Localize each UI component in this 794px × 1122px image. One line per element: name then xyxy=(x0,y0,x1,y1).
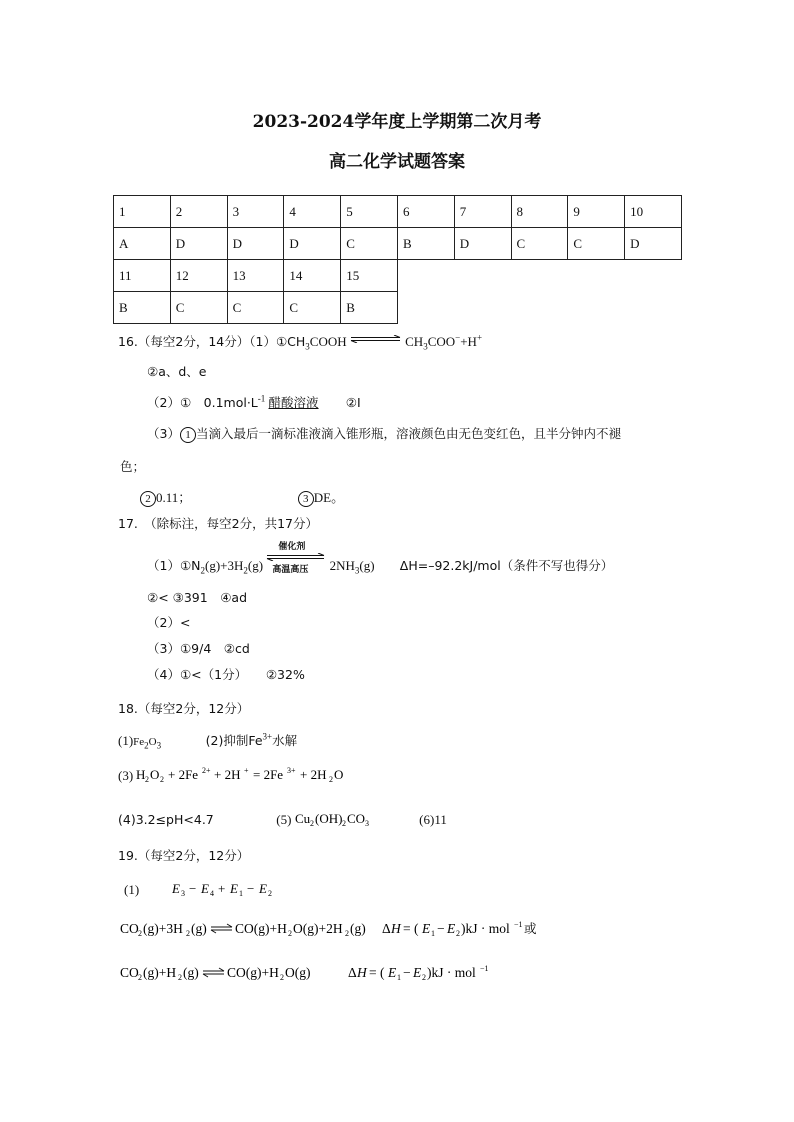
table-cell: 8 xyxy=(511,196,568,228)
table-cell: 1 xyxy=(114,196,171,228)
svg-text:)kJ · mol: )kJ · mol xyxy=(427,965,476,980)
svg-text:4: 4 xyxy=(210,889,215,898)
svg-text:(OH): (OH) xyxy=(314,811,343,826)
q19-line-1: (1) E 3 − E 4 + E 1 − E 2 xyxy=(124,880,282,898)
table-cell: 10 xyxy=(625,196,682,228)
svg-text:1: 1 xyxy=(397,973,401,982)
svg-text:2: 2 xyxy=(178,973,182,982)
page-subtitle: 高二化学试题答案 xyxy=(329,152,465,172)
table-cell: B xyxy=(341,292,398,324)
table-cell: B xyxy=(114,292,171,324)
table-cell: A xyxy=(114,228,171,260)
svg-text:O: O xyxy=(150,767,160,782)
equation-h2o2-fe xyxy=(136,766,366,784)
svg-text:2: 2 xyxy=(309,819,314,828)
svg-text:E: E xyxy=(230,881,239,896)
q16-line-4: （3） 1 当滴入最后一滴标准液滴入锥形瓶，溶液颜色由无色变红色，且半分钟内不褪 xyxy=(147,426,621,441)
svg-text:−1: −1 xyxy=(480,964,489,973)
svg-text:CO(g)+H: CO(g)+H xyxy=(235,921,287,936)
q17-line-3: （2）< xyxy=(147,615,191,630)
circled-one-icon: 1 xyxy=(180,427,196,443)
answer-table-1 xyxy=(113,195,682,260)
table-row-numbers xyxy=(114,260,398,292)
svg-text:(g)+3H: (g)+3H xyxy=(143,921,183,936)
q18-line-2: (3) H 2 O 2 + 2Fe 2+ + 2H + = 2Fe 3+ + 2H 2 O xyxy=(118,766,366,784)
table-cell: 13 xyxy=(227,260,284,292)
reaction-arrow: 催化剂 高温高压 xyxy=(266,556,326,570)
svg-text:H: H xyxy=(357,965,367,980)
page-title: 2023-2024学年度上学期第二次月考 xyxy=(252,112,542,132)
svg-text:2: 2 xyxy=(456,929,460,938)
table-cell: D xyxy=(284,228,341,260)
svg-text:−: − xyxy=(247,881,255,896)
table-cell: 11 xyxy=(114,260,171,292)
q18-line-3: (4)3.2≤pH<4.7 (5) Cu 2 (OH) 2 CO 3 (6)11 xyxy=(118,811,447,828)
svg-text:= (: = ( xyxy=(403,921,419,936)
svg-text:= (: = ( xyxy=(369,965,385,980)
svg-text:(g): (g) xyxy=(350,921,366,936)
svg-text:2: 2 xyxy=(138,973,142,982)
table-cell: D xyxy=(625,228,682,260)
table-cell: C xyxy=(511,228,568,260)
svg-text:+: + xyxy=(218,881,226,896)
svg-text:−: − xyxy=(189,881,197,896)
answer-table-2 xyxy=(113,259,398,324)
svg-text:2: 2 xyxy=(268,889,273,898)
table-cell: D xyxy=(170,228,227,260)
circled-two-icon: 2 xyxy=(140,491,156,507)
svg-text:2: 2 xyxy=(329,775,334,784)
equation-co2-3h2 xyxy=(120,918,600,940)
svg-text:E: E xyxy=(259,881,268,896)
q17-header: 17. （除标注，每空2分，共17分） xyxy=(118,516,318,531)
table-cell: D xyxy=(454,228,511,260)
svg-text:E: E xyxy=(201,881,210,896)
svg-text:O: O xyxy=(334,767,344,782)
svg-text:3: 3 xyxy=(181,889,186,898)
svg-text:CO: CO xyxy=(120,965,139,980)
svg-text:CO: CO xyxy=(120,921,139,936)
svg-text:2: 2 xyxy=(422,973,426,982)
svg-text:E: E xyxy=(413,965,422,980)
svg-text:2: 2 xyxy=(145,775,150,784)
equilibrium-arrow-icon xyxy=(350,335,402,343)
svg-text:2: 2 xyxy=(138,929,142,938)
svg-text:3: 3 xyxy=(364,819,369,828)
table-cell: 14 xyxy=(284,260,341,292)
q16-line-1: 16.（每空2分，14分）$(1)①CH_3COOH$ $CH_3COO^-+H^+$ xyxy=(118,332,483,352)
table-row-answers xyxy=(114,292,398,324)
q16-line-3: （2）① $0.1mol\cdot L^{-1}$ 醋酸溶液 ②I xyxy=(147,393,361,410)
svg-text:(g): (g) xyxy=(183,965,199,980)
svg-text:O(g): O(g) xyxy=(285,965,311,980)
table-cell: C xyxy=(284,292,341,324)
svg-text:H: H xyxy=(136,767,146,782)
q16-line-5: 色； xyxy=(120,459,146,474)
reversible-arrow-icon xyxy=(266,553,326,561)
circled-three-icon: 3 xyxy=(298,491,314,507)
svg-text:1: 1 xyxy=(239,889,244,898)
svg-text:或: 或 xyxy=(524,921,537,936)
svg-text:E: E xyxy=(447,921,456,936)
svg-text:O(g)+2H: O(g)+2H xyxy=(293,921,343,936)
formula-basic-copper-carbonate xyxy=(295,810,385,828)
q16-line-2: ②a、d、e xyxy=(147,364,207,379)
svg-text:CO: CO xyxy=(346,811,365,826)
table-cell: 12 xyxy=(170,260,227,292)
svg-text:E: E xyxy=(388,965,397,980)
q18-header: 18.（每空2分，12分） xyxy=(118,701,250,716)
svg-text:−1: −1 xyxy=(514,920,523,929)
svg-text:3+: 3+ xyxy=(287,766,296,775)
q17-line-5: （4）①<（1分） ②32% xyxy=(147,667,305,682)
svg-text:+ 2H: + 2H xyxy=(300,767,327,782)
svg-text:CO(g)+H: CO(g)+H xyxy=(227,965,279,980)
table-cell: 3 xyxy=(227,196,284,228)
table-cell: B xyxy=(397,228,454,260)
svg-text:2: 2 xyxy=(280,973,284,982)
svg-text:Δ: Δ xyxy=(348,965,357,980)
q17-line-1: $(1)①N_2(g)+3H_2(g)$ 催化剂 高温高压 $2NH_3(g)$ ΔH=–92.2kJ/mol（条件不写也得分） xyxy=(147,542,614,576)
svg-text:2: 2 xyxy=(288,929,292,938)
table-cell: 4 xyxy=(284,196,341,228)
table-row-answers xyxy=(114,228,682,260)
svg-text:2: 2 xyxy=(345,929,349,938)
table-row-numbers xyxy=(114,196,682,228)
table-cell: 15 xyxy=(341,260,398,292)
svg-text:2: 2 xyxy=(160,775,165,784)
svg-text:(g): (g) xyxy=(191,921,207,936)
table-cell: D xyxy=(227,228,284,260)
svg-text:= 2Fe: = 2Fe xyxy=(253,767,284,782)
svg-text:+: + xyxy=(244,766,249,775)
svg-text:2+: 2+ xyxy=(202,766,211,775)
svg-text:Δ: Δ xyxy=(382,921,391,936)
q16-line-6: 2 0.11； 3 DE。 xyxy=(140,487,344,507)
svg-text:2: 2 xyxy=(341,819,346,828)
energy-expression xyxy=(172,880,282,898)
q17-line-2: ②< ③391 ④ad xyxy=(147,590,248,605)
q17-line-4: （3）①9/4 ②cd xyxy=(147,641,250,656)
svg-text:)kJ · mol: )kJ · mol xyxy=(461,921,510,936)
table-cell: 9 xyxy=(568,196,625,228)
q19-header: 19.（每空2分，12分） xyxy=(118,848,250,863)
equation-co2-h2 xyxy=(120,962,520,984)
table-cell: C xyxy=(227,292,284,324)
table-cell: C xyxy=(341,228,398,260)
svg-text:2: 2 xyxy=(186,929,190,938)
q18-line-1: $(1)Fe_2O_3$ (2)抑制$Fe^{3+}$水解 xyxy=(118,731,298,751)
svg-text:−: − xyxy=(437,921,445,936)
svg-text:1: 1 xyxy=(431,929,435,938)
table-cell: 6 xyxy=(397,196,454,228)
svg-text:−: − xyxy=(403,965,411,980)
table-cell: 2 xyxy=(170,196,227,228)
svg-text:E: E xyxy=(422,921,431,936)
table-cell: C xyxy=(170,292,227,324)
table-cell: 5 xyxy=(341,196,398,228)
svg-text:+ 2H: + 2H xyxy=(214,767,241,782)
table-cell: C xyxy=(568,228,625,260)
table-cell: 7 xyxy=(454,196,511,228)
svg-text:H: H xyxy=(391,921,401,936)
svg-text:Cu: Cu xyxy=(294,811,310,826)
svg-text:+ 2Fe: + 2Fe xyxy=(168,767,199,782)
svg-text:(g)+H: (g)+H xyxy=(143,965,177,980)
svg-text:E: E xyxy=(172,881,181,896)
